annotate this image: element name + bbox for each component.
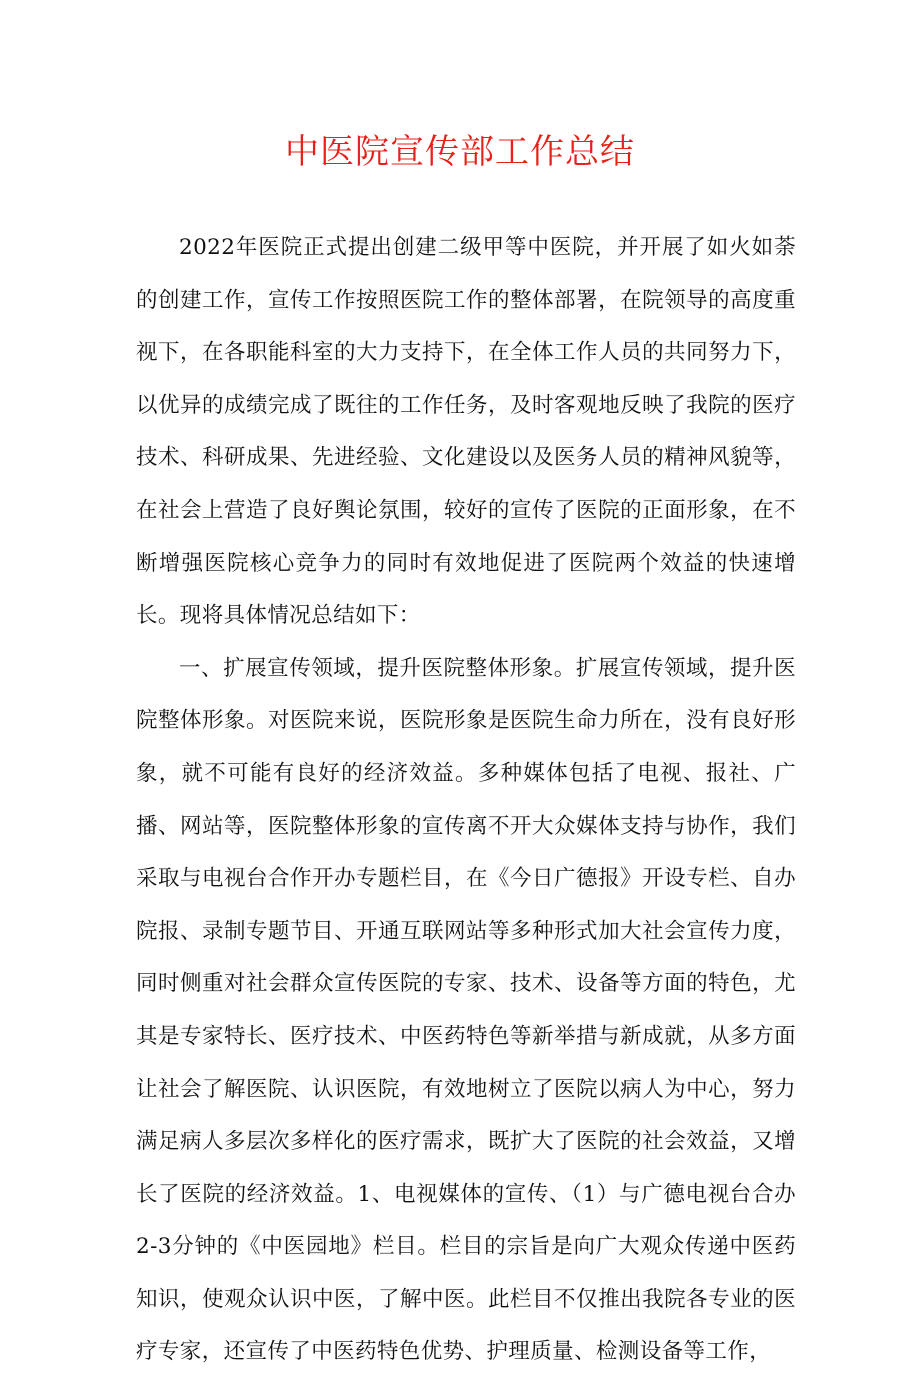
paragraph-section-one: 一、扩展宣传领域，提升医院整体形象。扩展宣传领域，提升医院整体形象。对医院来说，医院形象是医院生命力所在，没有良好形象，就不可能有良好的经济效益。多种媒体包括了电视、报社、广播、网站等，医院整体形象的宣传离不开大众媒体支持与协作，我们采取与电视台合作开办专题栏目，在《今日广德报》开设专栏、自办院报、录制专题节目、开通互联网站等多种形式加大社会宣传力度，同时侧重对社会群众宣传医院的专家、技术、设备等方面的特色，尤其是专家特长、医疗技术、中医药特色等新举措与新成就，从多方面让社会了解医院、认识医院，有效地树立了医院以病人为中心，努力满足病人多层次多样化的医疗需求，既扩大了医院的社会效益，又增长了医院的经济效益。1、电视媒体的宣传、（1）与广德电视台合办2-3分钟的《中医园地》栏目。栏目的宗旨是向广大观众传递中医药知识，使观众认识中医，了解中医。此栏目不仅推出我院各专业的医疗专家，还宣传了中医药特色优势、护理质量、检测设备等工作， [136,655,796,1365]
paragraph-intro: 2022年医院正式提出创建二级甲等中医院，并开展了如火如荼的创建工作，宣传工作按照医院工作的整体部署，在院领导的高度重视下，在各职能科室的大力支持下，在全体工作人员的共同努力下，以优异的成绩完成了既往的工作任务，及时客观地反映了我院的医疗技术、科研成果、先进经验、文化建设以及医务人员的精神风貌等，在社会上营造了良好舆论氛围，较好的宣传了医院的正面形象，在不断增强医院核心竞争力的同时有效地促进了医院两个效益的快速增长。现将具体情况总结如下： [136,235,796,629]
document-body [136,222,796,1379]
document-title: 中医院宣传部工作总结 [285,132,635,172]
